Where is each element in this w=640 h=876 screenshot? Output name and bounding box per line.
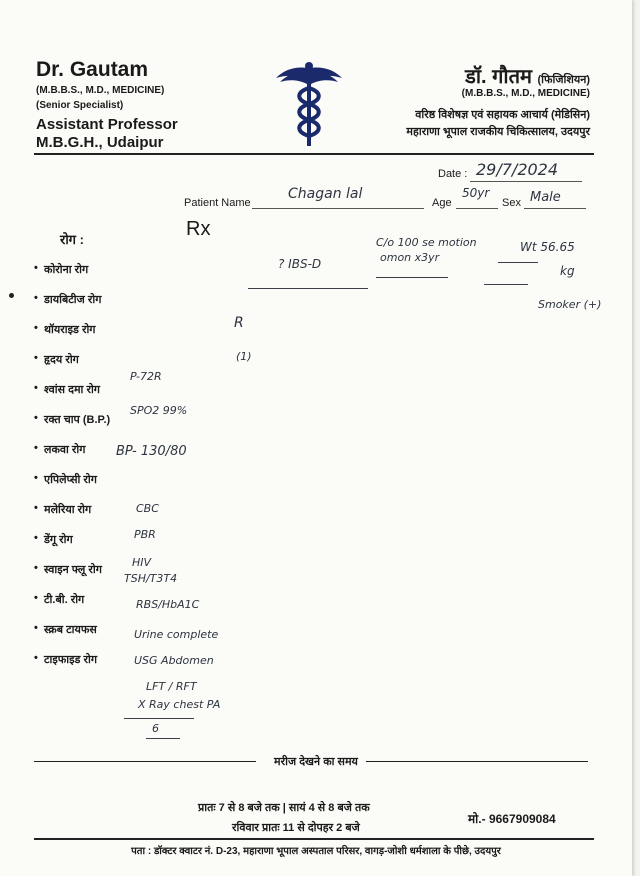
stray-ink-dot bbox=[9, 293, 14, 298]
investigation-item: X Ray chest PA bbox=[138, 698, 221, 711]
complaint-line-2: omon x3yr bbox=[380, 251, 440, 264]
designation-en: Assistant Professor bbox=[36, 116, 178, 133]
date-value: 29/7/2024 bbox=[476, 160, 559, 179]
disease-label: टाइफाइड रोग bbox=[44, 654, 98, 666]
disease-label: कोरोना रोग bbox=[44, 264, 89, 276]
complaint-line-1: C/o 100 se motion bbox=[376, 236, 477, 249]
hospital-en: M.B.G.H., Udaipur bbox=[36, 134, 164, 151]
underline bbox=[498, 262, 538, 263]
sex-value: Male bbox=[530, 190, 561, 205]
disease-item: • रक्त चाप (B.P.) bbox=[34, 412, 111, 426]
address: पता : डॉक्टर क्वाटर नं. D-23, महाराणा भूपाल अस्पताल परिसर, वागड़-जोशी धर्मशाला के पीछे, उदयपुर bbox=[131, 846, 501, 857]
underline bbox=[484, 284, 528, 285]
investigation-item: Urine complete bbox=[134, 628, 219, 641]
disease-item: • लकवा रोग bbox=[34, 442, 86, 456]
disease-list-title: रोग : bbox=[60, 232, 84, 247]
doctor-name-hi bbox=[465, 62, 590, 89]
disease-label: मलेरिया रोग bbox=[44, 504, 92, 516]
doctor-title-hi: (फिजिशियन) bbox=[537, 74, 590, 86]
diagnosis: ? IBS-D bbox=[278, 257, 322, 271]
weight-line-1: Wt 56.65 bbox=[520, 240, 575, 254]
smoker-note: Smoker (+) bbox=[538, 298, 602, 311]
disease-item: • डायबिटीज रोग bbox=[34, 292, 102, 306]
disease-item: • हृदय रोग bbox=[34, 352, 79, 366]
senior-specialist-en: (Senior Specialist) bbox=[36, 100, 124, 111]
disease-label: रक्त चाप (B.P.) bbox=[44, 414, 111, 426]
investigation-item: CBC bbox=[136, 502, 159, 515]
timings-title: मरीज देखने का समय bbox=[274, 756, 358, 768]
disease-item: • थॉयराइड रोग bbox=[34, 322, 96, 336]
weight-line-2: kg bbox=[560, 264, 575, 278]
investigation-item: TSH/T3T4 bbox=[124, 572, 178, 585]
disease-label: थॉयराइड रोग bbox=[44, 324, 96, 336]
footer-divider-right bbox=[366, 761, 588, 762]
disease-item: • मलेरिया रोग bbox=[34, 502, 92, 516]
caduceus-icon bbox=[274, 58, 344, 150]
disease-list bbox=[34, 262, 110, 682]
investigation-item: PBR bbox=[134, 528, 156, 541]
age-value: 50yr bbox=[462, 186, 490, 200]
disease-item: • टी.बी. रोग bbox=[34, 592, 85, 606]
investigation-item: HIV bbox=[132, 556, 152, 569]
underline bbox=[146, 738, 180, 739]
patient-name-label: Patient Name bbox=[184, 197, 251, 209]
timings-weekday: प्रातः 7 से 8 बजे तक | सायं 4 से 8 बजे तक bbox=[198, 802, 370, 814]
header-divider bbox=[34, 153, 594, 155]
rx-item-1: (1) bbox=[236, 350, 252, 363]
disease-item: • स्क्रब टायफस bbox=[34, 622, 97, 636]
designation-hi: वरिष्ठ विशेषज्ञ एवं सहायक आचार्य (मेडिसिन) bbox=[415, 109, 590, 121]
disease-item: • श्वांस दमा रोग bbox=[34, 382, 100, 396]
sex-label: Sex bbox=[502, 197, 521, 209]
underline bbox=[124, 718, 194, 719]
sex-line bbox=[524, 208, 586, 209]
doctor-name-hi-text: डॉ. गौतम bbox=[465, 66, 532, 88]
timings-sunday: रविवार प्रातः 11 से दोपहर 2 बजे bbox=[232, 822, 360, 834]
disease-label: श्वांस दमा रोग bbox=[44, 384, 100, 396]
underline bbox=[376, 277, 448, 278]
investigation-item: 6 bbox=[152, 722, 159, 735]
disease-label: एपिलेप्सी रोग bbox=[44, 474, 97, 486]
underline bbox=[248, 288, 368, 289]
hospital-hi: महाराणा भूपाल राजकीय चिकित्सालय, उदयपुर bbox=[406, 126, 590, 138]
degrees-hi: (M.B.B.S., M.D., MEDICINE) bbox=[461, 88, 590, 99]
investigation-item: LFT / RFT bbox=[146, 680, 197, 693]
disease-item: • स्वाइन फ्लू रोग bbox=[34, 562, 102, 576]
date-label: Date : bbox=[438, 168, 468, 180]
investigation-item: RBS/HbA1C bbox=[136, 598, 200, 611]
disease-item: • कोरोना रोग bbox=[34, 262, 89, 276]
age-label: Age bbox=[432, 197, 452, 209]
rx-label: Rx bbox=[186, 218, 211, 240]
doctor-name-en: Dr. Gautam bbox=[36, 58, 149, 81]
age-line bbox=[456, 208, 498, 209]
patient-name-line bbox=[252, 208, 424, 209]
patient-name-value: Chagan lal bbox=[288, 186, 363, 202]
disease-label: लकवा रोग bbox=[44, 444, 86, 456]
vital-spo2: SPO2 99% bbox=[130, 404, 188, 417]
footer-divider bbox=[34, 838, 594, 840]
disease-label: स्वाइन फ्लू रोग bbox=[44, 564, 102, 576]
disease-label: स्क्रब टायफस bbox=[44, 624, 97, 636]
rx-symbol: R bbox=[234, 315, 244, 331]
disease-label: डायबिटीज रोग bbox=[44, 294, 102, 306]
disease-item: • डेंगू रोग bbox=[34, 532, 73, 546]
disease-label: हृदय रोग bbox=[44, 354, 79, 366]
vital-bp: BP- 130/80 bbox=[116, 444, 187, 459]
vital-pulse: P-72R bbox=[130, 370, 162, 383]
mobile-number: मो.- 9667909084 bbox=[468, 812, 556, 826]
date-line bbox=[470, 181, 582, 182]
disease-label: टी.बी. रोग bbox=[44, 594, 85, 606]
degrees-en: (M.B.B.S., M.D., MEDICINE) bbox=[36, 85, 165, 96]
disease-label: डेंगू रोग bbox=[44, 534, 73, 546]
investigation-item: USG Abdomen bbox=[134, 654, 214, 667]
disease-item: • एपिलेप्सी रोग bbox=[34, 472, 97, 486]
disease-item: • टाइफाइड रोग bbox=[34, 652, 98, 666]
